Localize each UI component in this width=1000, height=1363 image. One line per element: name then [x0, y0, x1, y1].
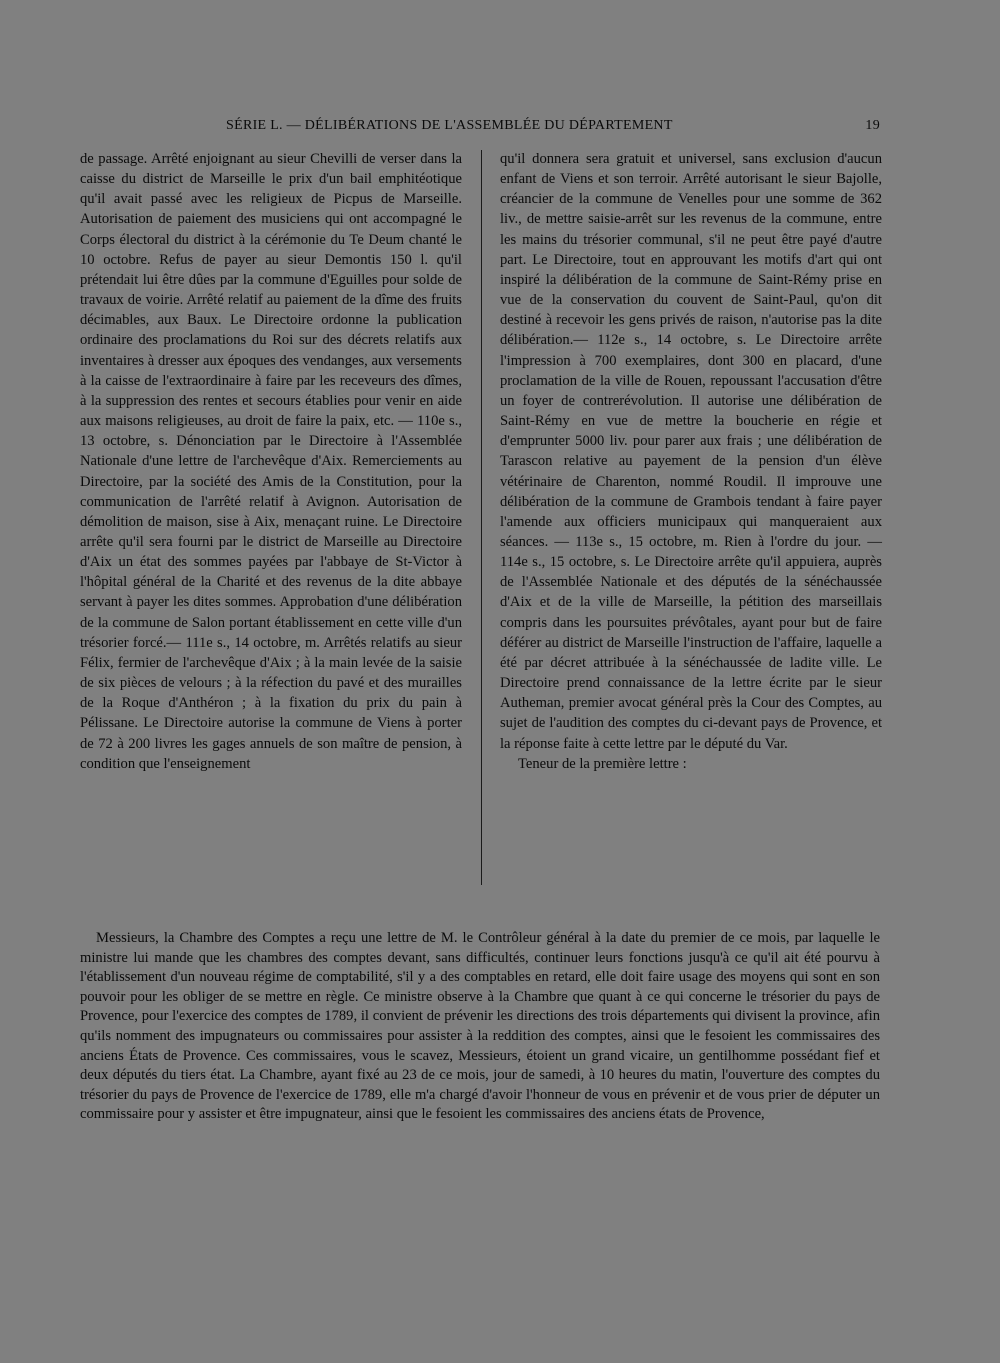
left-column-text: de passage. Arrêté enjoignant au sieur Chevilli de verser dans la caisse du district de Marseille le prix d'un bail emphitéotique qu'il avait passé avec les religieux de Picpus de Marseille. Autorisation de paiement des musiciens qui ont accompagné le Corps électoral du district à la cérémonie du Te Deum chanté le 10 octobre. Refus de payer au sieur Demontis 150 l. qu'il prétendait lui être dûes par la commune d'Eguilles pour solde de travaux de voirie. Arrêté relatif au paiement de la dîme des fruits décimables, aux Baux. Le Directoire ordonne la publication ordinaire des proclamations du Roi sur des décrets relatifs aux inventaires à dresser aux époques des vendanges, aux versements à la caisse de l'extraordinaire à faire par les receveurs des dîmes, à la suppression des rentes et secours établies pour venir en aide aux maisons religieuses, au droit de faire la paix, etc. — 110e s., 13 octobre, s. Dénonciation par le Directoire à l'Assemblée Nationale d'une lettre de l'archevêque d'Aix. Remerciements au Directoire, par la société des Amis de la Constitution, pour la communication de l'arrêté relatif à Avignon. Autorisation de démolition de maison, sise à Aix, menaçant ruine. Le Directoire arrête qu'il sera fourni par le district de Marseille au Directoire d'Aix un état des sommes payées par l'abbaye de St-Victor à l'hôpital général de la Charité et des revenus de la dite abbaye servant à payer les dites sommes. Approbation d'une délibération de la commune de Salon portant établissement en cette ville d'un trésorier forcé.— 111e s., 14 octobre, m. Arrêtés relatifs au sieur Félix, fermier de l'archevêque d'Aix ; à la main levée de la saisie de six pièces de velours ; à la réfection du pavé et des murailles de la Roque d'Anthéron ; à la fixation du prix du pain à Pélissane. Le Directoire autorise la commune de Viens à porter de 72 à 200 livres les gages annuels de son maître de pension, à condition que l'enseignement: [80, 151, 462, 772]
letter-intro: Teneur de la première lettre :: [518, 755, 687, 772]
left-column: [80, 149, 462, 774]
letter-text: Messieurs, la Chambre des Comptes a reçu une lettre de M. le Contrôleur général à la date du premier de ce mois, par laquelle le ministre lui mande que les chambres des comptes devant, sans difficultés, continuer leurs fonctions jusqu'à ce qu'il ait été pourvu à l'établissement d'un nouveau régime de comptabilité, s'il y a des comptables en retard, elle doit faire usage des moyens qui sont en son pouvoir pour les obliger de se mettre en règle. Ce ministre observe à la Chambre que quant à ce qui concerne le trésorier du pays de Provence, pour l'exercice des comptes de 1789, il convient de prévenir les directions des trois départements qui divisent la province, afin qu'ils nomment des impugnateurs ou commissaires pour assister à la reddition des comptes, ainsi que le fesoient les commissaires des anciens États de Provence. Ces commissaires, vous le scavez, Messieurs, étoient un grand vicaire, un gentilhomme possédant fief et deux députés du tiers état. La Chambre, ayant fixé au 23 de ce mois, jour de samedi, à 10 heures du matin, l'ouverture des comptes du trésorier du pays de Provence de l'exercice de 1789, elle m'a chargé d'avoir l'honneur de vous en prévenir et de vous prier de députer un commissaire pour y assister et être impugnateur, ainsi que le fesoient les commissaires des anciens états de Provence,: [80, 930, 880, 1123]
column-divider: [481, 150, 482, 885]
page-number: 19: [865, 118, 880, 133]
running-title: SÉRIE L. — DÉLIBÉRATIONS DE L'ASSEMBLÉE DU DÉPARTEMENT: [226, 118, 673, 133]
right-column: [500, 149, 882, 774]
running-header: [80, 116, 880, 138]
quoted-letter: [80, 929, 880, 1125]
right-column-text: qu'il donnera sera gratuit et universel, sans exclusion d'aucun enfant de Viens et son terroir. Arrêté autorisant le sieur Bajolle, créancier de la commune de Venelles pour une somme de 362 liv., de mettre saisie-arrêt sur les revenus de la commune, entre les mains du trésorier communal, s'il ne peut être payé d'autre part. Le Directoire, tout en approuvant les motifs d'art qui ont inspiré la délibération de la commune de Saint-Rémy prise en vue de la conservation du couvent de Saint-Paul, qu'on dit destiné à recevoir les gens privés de raison, n'autorise pas la dite délibération.— 112e s., 14 octobre, s. Le Directoire arrête l'impression à 700 exemplaires, dont 300 en placard, d'une proclamation de la ville de Rouen, repoussant l'accusation d'être un foyer de contrerévolution. Il autorise une délibération de Saint-Rémy en vue de mettre la boucherie en régie et d'emprunter 5000 liv. pour parer aux frais ; une délibération de Tarascon relative au payement de la pension d'un élève vétérinaire de Charenton, nommé Roudil. Il improuve une délibération de la commune de Grambois tendant à faire payer l'amende aux officiers municipaux qui manqueraient aux séances. — 113e s., 15 octobre, m. Rien à l'ordre du jour. — 114e s., 15 octobre, s. Le Directoire arrête qu'il appuiera, auprès de l'Assemblée Nationale et des députés de la sénéchaussée d'Aix et de la ville de Marseille, la pétition des marseillais compris dans les poursuites prévôtales, ayant pour but de faire déférer au district de Marseille l'instruction de l'affaire, laquelle a été par décret attribuée à la sénéchaussée de ladite ville. Le Directoire prend connaissance de la lettre écrite par le sieur Autheman, premier avocat général près la Cour des Comptes, au sujet de l'audition des comptes du ci-devant pays de Provence, et la réponse faite à cette lettre par le député du Var.: [500, 151, 882, 752]
